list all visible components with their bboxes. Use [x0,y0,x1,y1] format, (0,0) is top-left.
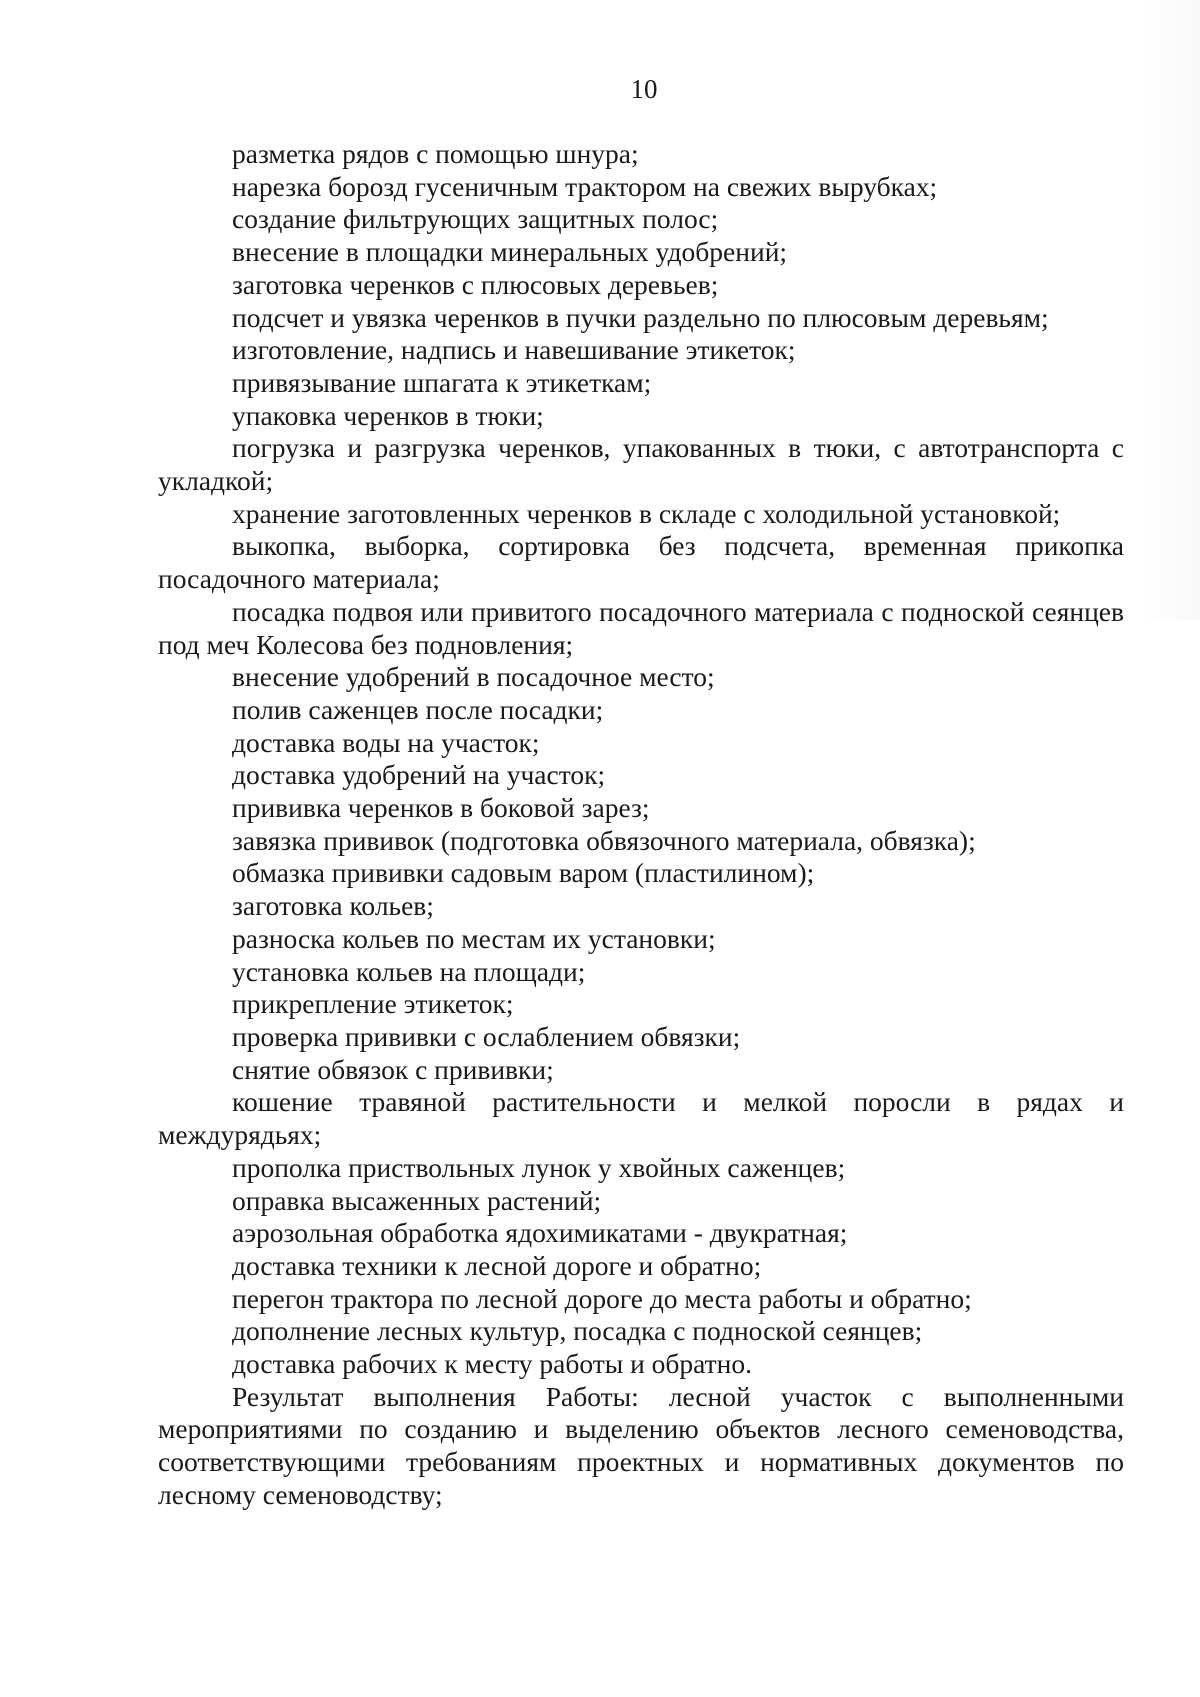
paragraph: разноска кольев по местам их установки; [232,922,716,954]
paragraph: аэрозольная обработка ядохимикатами - двукратная; [232,1217,848,1249]
page-number: 10 [630,74,658,104]
paragraph: полив саженцев после посадки; [232,693,604,725]
paragraph: завязка прививок (подготовка обвязочного материала, обвязка); [232,824,976,856]
paragraph: нарезка борозд гусеничным трактором на свежих вырубках; [232,170,938,202]
paragraph: изготовление, надпись и навешивание этикеток; [232,334,796,366]
paragraph: установка кольев на площади; [232,955,586,987]
paragraph: снятие обвязок с прививки; [232,1053,554,1085]
paragraph: кошение травяной растительности и мелкой поросли в рядах и междурядьях; [158,1086,1124,1151]
paragraph: проверка прививки с ослаблением обвязки; [232,1020,741,1052]
paragraph: выкопка, выборка, сортировка без подсчета, временная прикопка посадочного материала; [158,530,1124,595]
paragraph: обмазка прививки садовым варом (пластилином); [232,857,815,889]
paragraph: прополка приствольных лунок у хвойных саженцев; [232,1151,846,1183]
paragraph: перегон трактора по лесной дороге до места работы и обратно; [232,1282,972,1314]
paragraph: прививка черенков в боковой зарез; [232,792,650,824]
paragraph: посадка подвоя или привитого посадочного материала с подноской сеянцев под меч Колесова без подновления; [158,595,1124,660]
paragraph: доставка воды на участок; [232,726,540,758]
paragraph: разметка рядов с помощью шнура; [232,138,639,169]
paragraph: подсчет и увязка черенков в пучки раздельно по плюсовым деревьям; [232,301,1049,333]
result-paragraph: Результат выполнения Работы: лесной участок с выполненными мероприятиями по созданию и выделению объектов лесного семеноводства, соответствующими требованиям проектных и нормативных документов по лесному семеноводству; [158,1380,1124,1510]
paragraph: доставка удобрений на участок; [232,759,606,791]
paragraph: внесение в площадки минеральных удобрений; [232,236,788,268]
paragraph: заготовка черенков с плюсовых деревьев; [232,268,719,300]
document-body [158,138,1124,1512]
paragraph: привязывание шпагата к этикеткам; [232,366,652,398]
paragraph: погрузка и разгрузка черенков, упакованных в тюки, с автотранспорта с укладкой; [158,432,1124,497]
paragraph: внесение удобрений в посадочное место; [232,661,715,693]
paragraph: доставка рабочих к месту работы и обратно. [232,1348,753,1380]
paragraph: прикрепление этикеток; [232,988,514,1020]
paragraph: упаковка черенков в тюки; [232,399,544,431]
paragraph: хранение заготовленных черенков в складе с холодильной установкой; [232,497,1061,529]
paragraph: создание фильтрующих защитных полос; [232,203,719,235]
paragraph: доставка техники к лесной дороге и обратно; [232,1249,762,1281]
paragraph: оправка высаженных растений; [232,1184,602,1216]
paragraph: заготовка кольев; [232,890,434,922]
paragraph: дополнение лесных культур, посадка с подноской сеянцев; [232,1315,923,1347]
